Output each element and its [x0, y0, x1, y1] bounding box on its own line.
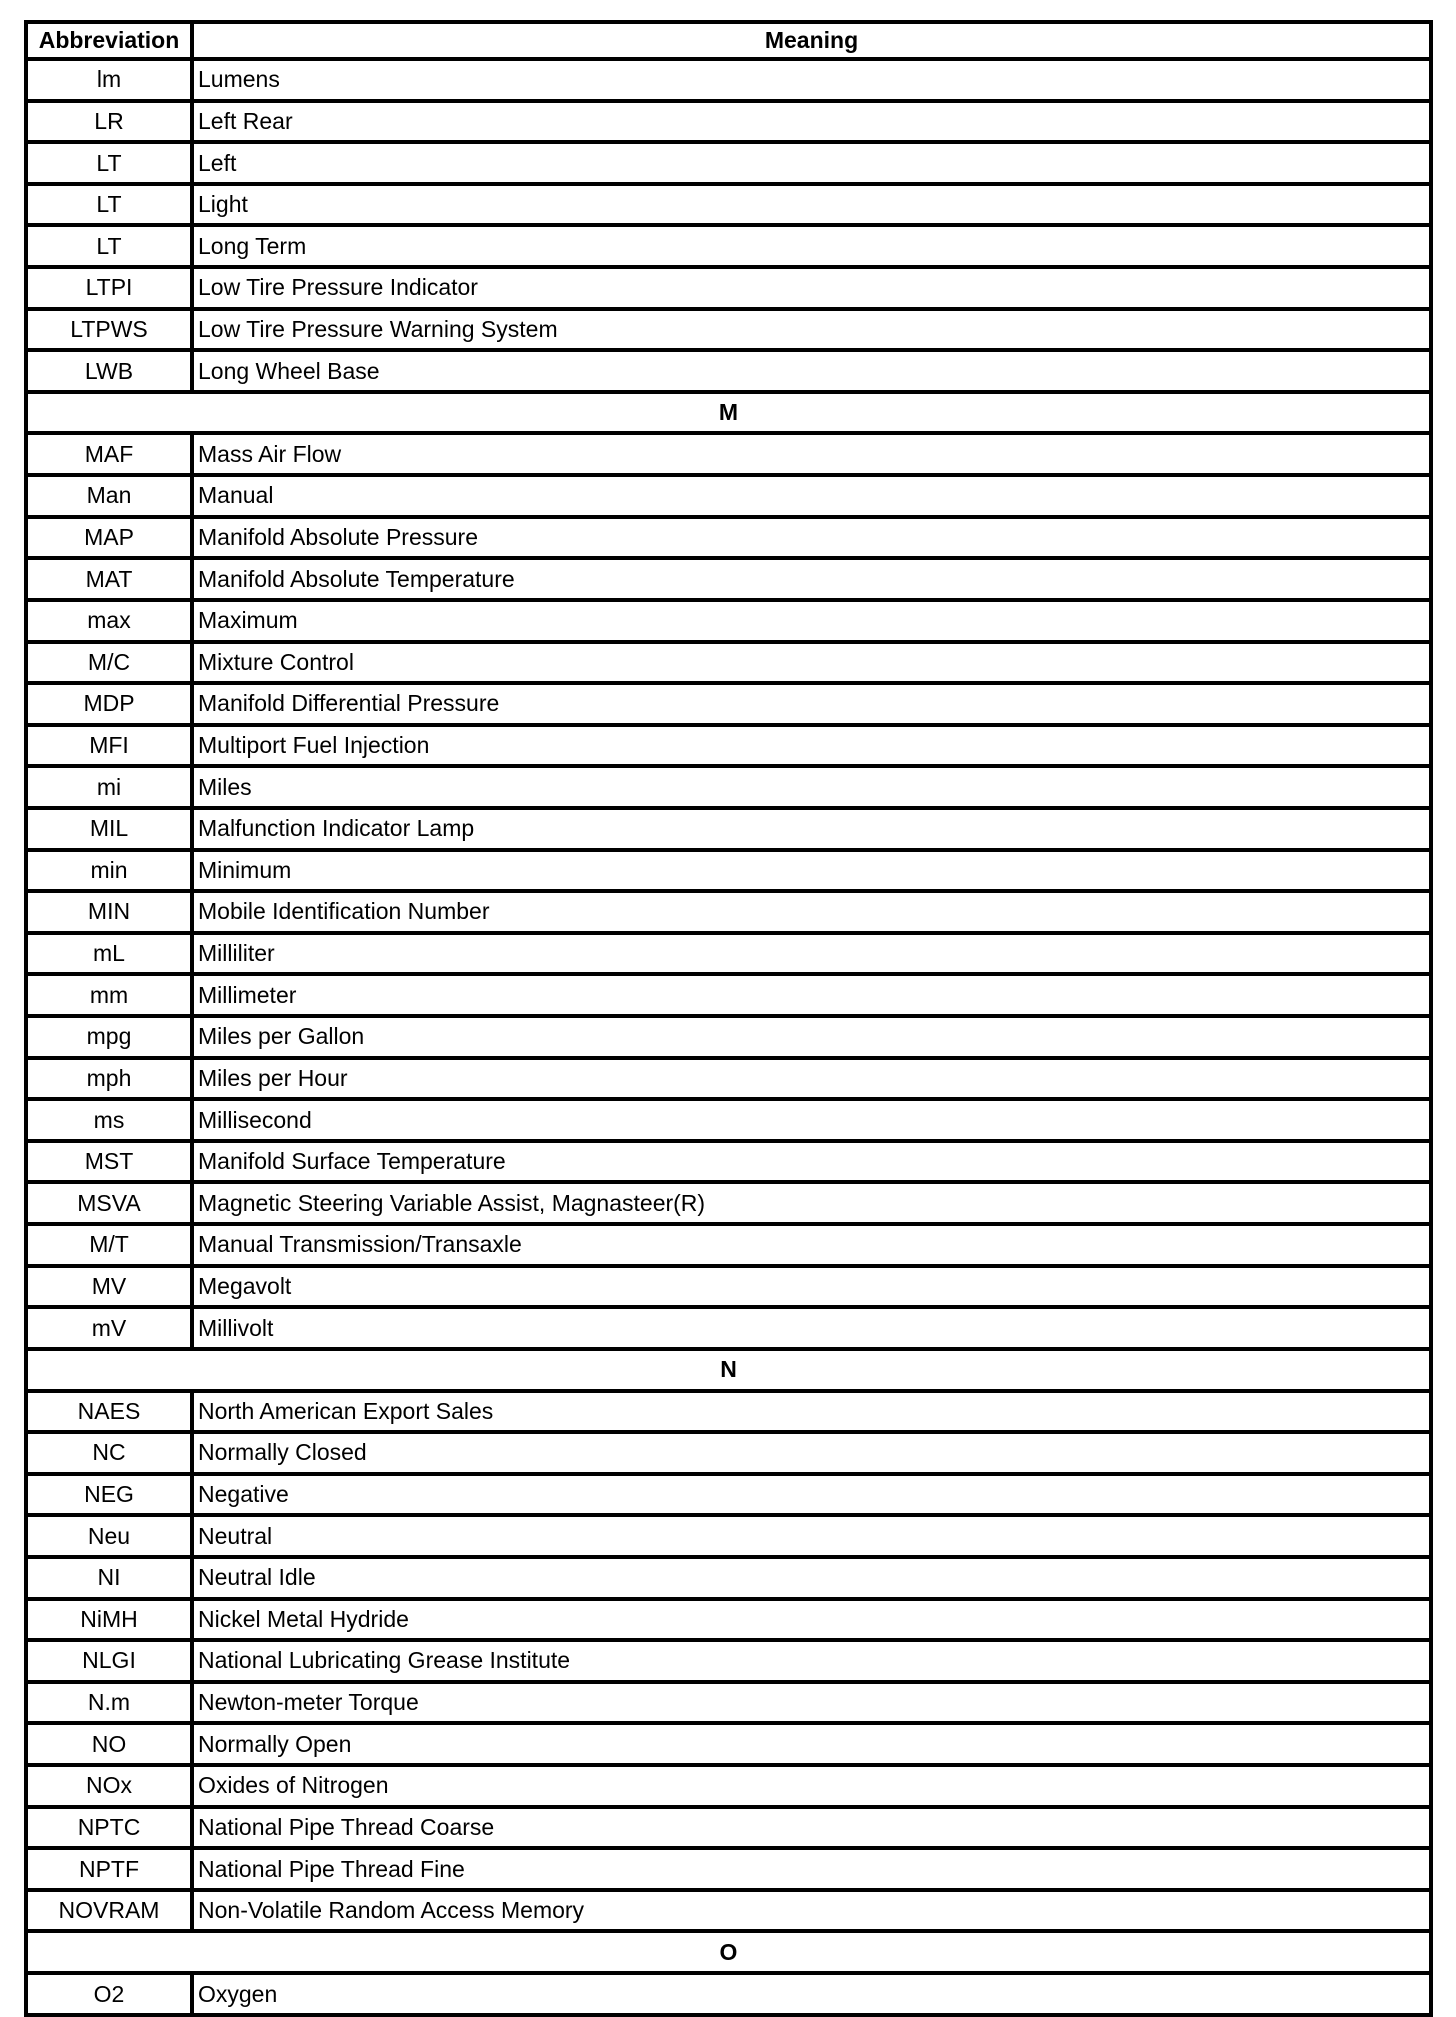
meaning-cell: Millimeter	[192, 974, 1431, 1016]
abbreviation-cell: MST	[26, 1141, 192, 1183]
table-row	[26, 1515, 1431, 1557]
meaning-cell: Neutral	[192, 1515, 1431, 1557]
abbreviation-cell: M/C	[26, 642, 192, 684]
table-row	[26, 683, 1431, 725]
section-heading: M	[26, 392, 1431, 434]
table-row	[26, 1266, 1431, 1308]
meaning-cell: Oxygen	[192, 1973, 1431, 2015]
table-row	[26, 850, 1431, 892]
table-row	[26, 1058, 1431, 1100]
table-row	[26, 1474, 1431, 1516]
table-row	[26, 1890, 1431, 1932]
meaning-cell: National Lubricating Grease Institute	[192, 1640, 1431, 1682]
abbreviation-cell: max	[26, 600, 192, 642]
meaning-cell: Non-Volatile Random Access Memory	[192, 1890, 1431, 1932]
abbreviation-cell: MIN	[26, 891, 192, 933]
meaning-cell: Magnetic Steering Variable Assist, Magnasteer(R)	[192, 1182, 1431, 1224]
abbreviation-cell: LWB	[26, 350, 192, 392]
table-row	[26, 1682, 1431, 1724]
meaning-cell: Nickel Metal Hydride	[192, 1599, 1431, 1641]
meaning-cell: Malfunction Indicator Lamp	[192, 808, 1431, 850]
table-row	[26, 1016, 1431, 1058]
abbreviation-cell: MSVA	[26, 1182, 192, 1224]
table-row	[26, 600, 1431, 642]
table-row	[26, 517, 1431, 559]
abbreviation-cell: NiMH	[26, 1599, 192, 1641]
header-row	[26, 22, 1431, 59]
table-row	[26, 1099, 1431, 1141]
meaning-cell: Maximum	[192, 600, 1431, 642]
abbreviation-cell: mm	[26, 974, 192, 1016]
meaning-cell: National Pipe Thread Coarse	[192, 1807, 1431, 1849]
meaning-cell: Normally Closed	[192, 1432, 1431, 1474]
abbreviation-cell: LT	[26, 142, 192, 184]
meaning-cell: Neutral Idle	[192, 1557, 1431, 1599]
meaning-cell: Long Wheel Base	[192, 350, 1431, 392]
table-row	[26, 267, 1431, 309]
abbreviation-cell: mV	[26, 1307, 192, 1349]
meaning-cell: Negative	[192, 1474, 1431, 1516]
meaning-cell: Light	[192, 184, 1431, 226]
table-row	[26, 1807, 1431, 1849]
table-row	[26, 1224, 1431, 1266]
abbreviation-cell: Man	[26, 475, 192, 517]
abbreviation-cell: LR	[26, 101, 192, 143]
table-row	[26, 1141, 1431, 1183]
meaning-cell: Manual	[192, 475, 1431, 517]
abbreviation-cell: NOx	[26, 1765, 192, 1807]
table-row	[26, 350, 1431, 392]
section-row	[26, 1931, 1431, 1973]
table-row	[26, 1848, 1431, 1890]
table-row	[26, 433, 1431, 475]
abbreviation-cell: NAES	[26, 1391, 192, 1433]
abbreviation-cell: lm	[26, 59, 192, 101]
abbreviation-cell: MIL	[26, 808, 192, 850]
meaning-cell: National Pipe Thread Fine	[192, 1848, 1431, 1890]
abbreviation-cell: MDP	[26, 683, 192, 725]
table-row	[26, 1723, 1431, 1765]
meaning-cell: Megavolt	[192, 1266, 1431, 1308]
table-row	[26, 1599, 1431, 1641]
abbreviation-cell: MAT	[26, 558, 192, 600]
meaning-cell: Miles per Hour	[192, 1058, 1431, 1100]
meaning-cell: Newton-meter Torque	[192, 1682, 1431, 1724]
abbreviation-cell: O2	[26, 1973, 192, 2015]
abbreviation-cell: MAF	[26, 433, 192, 475]
abbreviation-cell: NO	[26, 1723, 192, 1765]
meaning-cell: Mixture Control	[192, 642, 1431, 684]
table-row	[26, 933, 1431, 975]
abbreviation-cell: MAP	[26, 517, 192, 559]
abbreviation-cell: Neu	[26, 1515, 192, 1557]
abbreviation-cell: LT	[26, 184, 192, 226]
meaning-cell: Millivolt	[192, 1307, 1431, 1349]
meaning-cell: Manual Transmission/Transaxle	[192, 1224, 1431, 1266]
table-row	[26, 1307, 1431, 1349]
table-row	[26, 974, 1431, 1016]
section-row	[26, 392, 1431, 434]
meaning-cell: Left	[192, 142, 1431, 184]
table-row	[26, 1640, 1431, 1682]
table-body	[26, 59, 1431, 2015]
table-row	[26, 808, 1431, 850]
table-row	[26, 1557, 1431, 1599]
abbreviation-cell: mpg	[26, 1016, 192, 1058]
abbreviation-cell: MV	[26, 1266, 192, 1308]
meaning-cell: Multiport Fuel Injection	[192, 725, 1431, 767]
section-heading: N	[26, 1349, 1431, 1391]
meaning-cell: Normally Open	[192, 1723, 1431, 1765]
table-row	[26, 475, 1431, 517]
meaning-cell: Manifold Absolute Temperature	[192, 558, 1431, 600]
abbreviation-cell: ms	[26, 1099, 192, 1141]
abbreviation-column-header: Abbreviation	[26, 22, 192, 59]
table-row	[26, 142, 1431, 184]
meaning-cell: Lumens	[192, 59, 1431, 101]
table-row	[26, 225, 1431, 267]
table-row	[26, 309, 1431, 351]
abbreviation-cell: NLGI	[26, 1640, 192, 1682]
abbreviation-cell: NPTF	[26, 1848, 192, 1890]
abbreviation-cell: NC	[26, 1432, 192, 1474]
abbreviation-cell: mL	[26, 933, 192, 975]
table-row	[26, 1182, 1431, 1224]
abbreviation-cell: LTPWS	[26, 309, 192, 351]
meaning-cell: Manifold Surface Temperature	[192, 1141, 1431, 1183]
meaning-cell: North American Export Sales	[192, 1391, 1431, 1433]
meaning-cell: Millisecond	[192, 1099, 1431, 1141]
table-row	[26, 1973, 1431, 2015]
abbreviation-cell: min	[26, 850, 192, 892]
abbreviation-cell: M/T	[26, 1224, 192, 1266]
table-row	[26, 766, 1431, 808]
abbreviation-cell: mph	[26, 1058, 192, 1100]
meaning-cell: Miles	[192, 766, 1431, 808]
meaning-cell: Low Tire Pressure Warning System	[192, 309, 1431, 351]
table-row	[26, 1432, 1431, 1474]
meaning-cell: Left Rear	[192, 101, 1431, 143]
table-row	[26, 1391, 1431, 1433]
abbreviation-cell: NI	[26, 1557, 192, 1599]
table-row	[26, 101, 1431, 143]
table-row	[26, 558, 1431, 600]
meaning-cell: Long Term	[192, 225, 1431, 267]
meaning-cell: Mass Air Flow	[192, 433, 1431, 475]
abbreviation-cell: N.m	[26, 1682, 192, 1724]
abbreviation-cell: mi	[26, 766, 192, 808]
meaning-cell: Miles per Gallon	[192, 1016, 1431, 1058]
meaning-cell: Mobile Identification Number	[192, 891, 1431, 933]
meaning-cell: Minimum	[192, 850, 1431, 892]
abbreviation-cell: LT	[26, 225, 192, 267]
abbreviation-cell: LTPI	[26, 267, 192, 309]
table-row	[26, 891, 1431, 933]
meaning-cell: Oxides of Nitrogen	[192, 1765, 1431, 1807]
table-row	[26, 725, 1431, 767]
meaning-cell: Milliliter	[192, 933, 1431, 975]
abbreviation-cell: NPTC	[26, 1807, 192, 1849]
meaning-cell: Manifold Differential Pressure	[192, 683, 1431, 725]
abbreviation-table	[24, 20, 1433, 2017]
meaning-cell: Manifold Absolute Pressure	[192, 517, 1431, 559]
abbreviation-cell: NOVRAM	[26, 1890, 192, 1932]
section-heading: O	[26, 1931, 1431, 1973]
table-row	[26, 642, 1431, 684]
table-row	[26, 59, 1431, 101]
section-row	[26, 1349, 1431, 1391]
meaning-column-header: Meaning	[192, 22, 1431, 59]
table-row	[26, 1765, 1431, 1807]
abbreviation-cell: NEG	[26, 1474, 192, 1516]
meaning-cell: Low Tire Pressure Indicator	[192, 267, 1431, 309]
abbreviation-cell: MFI	[26, 725, 192, 767]
table-row	[26, 184, 1431, 226]
